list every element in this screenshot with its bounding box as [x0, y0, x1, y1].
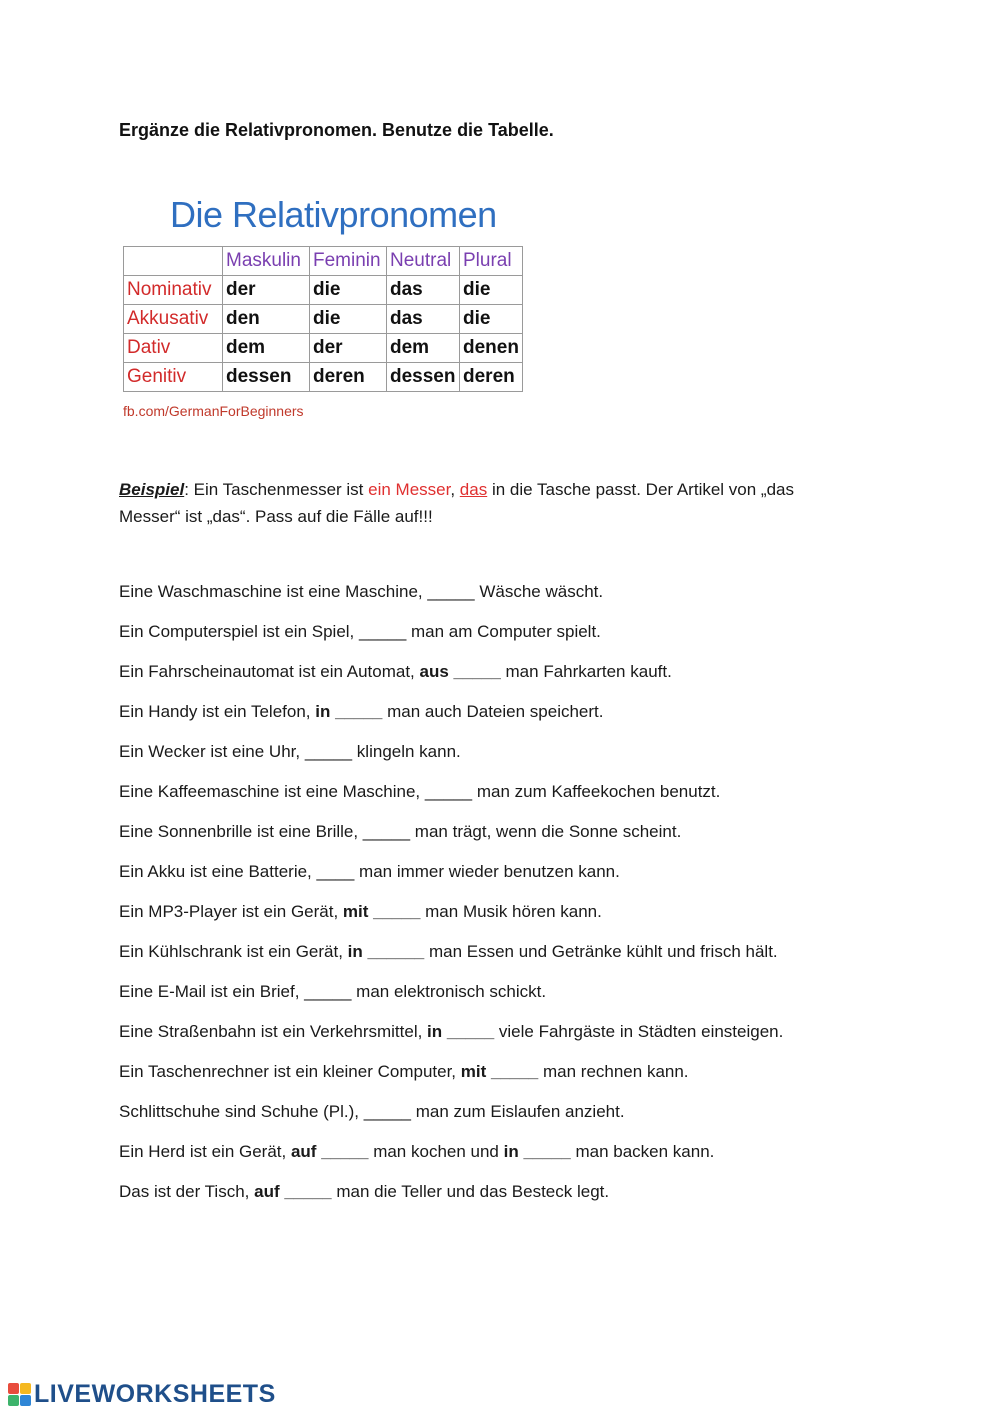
exercise-sentence: [119, 780, 879, 820]
preposition-blank: aus _____: [419, 662, 501, 681]
sentence-text: man backen kann.: [570, 1142, 715, 1161]
pronoun-cell: der: [310, 334, 387, 363]
case-label: Nominativ: [124, 276, 223, 305]
sentence-text: man Fahrkarten kauft.: [500, 662, 672, 681]
exercise-list: [119, 580, 879, 1220]
sentence-text: Eine Sonnenbrille ist eine Brille, _____ man trägt, wenn die Sonne scheint.: [119, 822, 682, 841]
instruction-heading: Ergänze die Relativpronomen. Benutze die Tabelle.: [119, 120, 554, 140]
pronoun-cell: dessen: [223, 363, 310, 392]
example-text: : Ein Taschenmesser ist: [184, 480, 369, 499]
sentence-text: Eine Straßenbahn ist ein Verkehrsmittel,: [119, 1022, 428, 1041]
relative-pronoun-table: [123, 246, 523, 392]
logo-square: [20, 1383, 31, 1394]
sentence-text: Ein Computerspiel ist ein Spiel, _____ man am Computer spielt.: [119, 622, 601, 641]
pronoun-cell: dem: [223, 334, 310, 363]
exercise-sentence: [119, 660, 879, 700]
brand-name: LIVEWORKSHEETS: [34, 1380, 276, 1408]
exercise-sentence: [119, 740, 879, 780]
sentence-text: man rechnen kann.: [538, 1062, 689, 1081]
sentence-text: Eine Waschmaschine ist eine Maschine, _____ Wäsche wäscht.: [119, 582, 604, 601]
sentence-text: Eine Kaffeemaschine ist eine Maschine, _____ man zum Kaffeekochen benutzt.: [119, 782, 721, 801]
example-text: in die Tasche passt. Der Artikel von „das Messer“ ist „das“. Pass auf die Fälle auf!!!: [119, 480, 794, 526]
pronoun-cell: den: [223, 305, 310, 334]
sentence-text: Ein Kühlschrank ist ein Gerät,: [119, 942, 348, 961]
sentence-text: Ein Akku ist eine Batterie, ____ man immer wieder benutzen kann.: [119, 862, 620, 881]
exercise-sentence: [119, 1020, 879, 1060]
pronoun-cell: die: [460, 305, 523, 334]
sentence-text: Das ist der Tisch,: [119, 1182, 255, 1201]
preposition-blank: in _____: [427, 1022, 495, 1041]
pronoun-cell: dem: [387, 334, 460, 363]
pronoun-cell: die: [460, 276, 523, 305]
preposition-blank: mit _____: [460, 1062, 539, 1081]
sentence-text: Ein MP3-Player ist ein Gerät,: [119, 902, 343, 921]
exercise-sentence: [119, 860, 879, 900]
example-text: ,: [450, 480, 460, 499]
sentence-text: Ein Taschenrechner ist ein kleiner Computer,: [119, 1062, 461, 1081]
pronoun-cell: deren: [310, 363, 387, 392]
exercise-sentence: [119, 1140, 879, 1180]
table-row-dativ: [124, 334, 523, 363]
sentence-text: viele Fahrgäste in Städten einsteigen.: [494, 1022, 784, 1041]
case-label: Dativ: [124, 334, 223, 363]
sentence-text: man die Teller und das Besteck legt.: [331, 1182, 610, 1201]
example-paragraph: [119, 476, 849, 530]
exercise-sentence: [119, 580, 879, 620]
sentence-text: man auch Dateien speichert.: [382, 702, 604, 721]
exercise-sentence: [119, 1060, 879, 1100]
exercise-sentence: [119, 940, 879, 980]
example-highlight-pronoun: das: [459, 480, 488, 499]
sentence-text: man kochen und: [368, 1142, 504, 1161]
liveworksheets-logo-icon: [8, 1383, 32, 1407]
logo-square: [20, 1395, 31, 1406]
table-header-row: [124, 247, 523, 276]
pronoun-cell: das: [387, 305, 460, 334]
table-credit: fb.com/GermanForBeginners: [123, 403, 304, 419]
table-corner-cell: [124, 247, 223, 276]
header-feminin: Feminin: [310, 247, 387, 276]
case-label: Genitiv: [124, 363, 223, 392]
table-row-akkusativ: [124, 305, 523, 334]
header-maskulin: Maskulin: [223, 247, 310, 276]
sentence-text: Schlittschuhe sind Schuhe (Pl.), _____ man zum Eislaufen anzieht.: [119, 1102, 625, 1121]
exercise-sentence: [119, 1100, 879, 1140]
preposition-blank: in ______: [347, 942, 425, 961]
sentence-text: Ein Wecker ist eine Uhr, _____ klingeln kann.: [119, 742, 461, 761]
example-highlight-noun: ein Messer: [368, 480, 451, 499]
preposition-blank: auf _____: [254, 1182, 332, 1201]
pronoun-cell: das: [387, 276, 460, 305]
header-plural: Plural: [460, 247, 523, 276]
pronoun-cell: die: [310, 305, 387, 334]
exercise-sentence: [119, 980, 879, 1020]
sentence-text: man Musik hören kann.: [420, 902, 602, 921]
sentence-text: man Essen und Getränke kühlt und frisch hält.: [424, 942, 778, 961]
sentence-text: Ein Herd ist ein Gerät,: [119, 1142, 291, 1161]
pronoun-cell: denen: [460, 334, 523, 363]
sentence-text: Ein Handy ist ein Telefon,: [119, 702, 316, 721]
case-label: Akkusativ: [124, 305, 223, 334]
pronoun-cell: der: [223, 276, 310, 305]
header-neutral: Neutral: [387, 247, 460, 276]
example-label: Beispiel: [119, 480, 185, 499]
exercise-sentence: [119, 1180, 879, 1220]
pronoun-cell: deren: [460, 363, 523, 392]
exercise-sentence: [119, 620, 879, 660]
exercise-sentence: [119, 700, 879, 740]
preposition-blank: auf _____: [290, 1142, 369, 1161]
pronoun-cell: die: [310, 276, 387, 305]
table-title: Die Relativpronomen: [170, 194, 497, 235]
preposition-blank: mit _____: [342, 902, 421, 921]
exercise-sentence: [119, 820, 879, 860]
exercise-sentence: [119, 900, 879, 940]
pronoun-cell: dessen: [387, 363, 460, 392]
logo-square: [8, 1395, 19, 1406]
table-row-nominativ: [124, 276, 523, 305]
preposition-blank: in _____: [315, 702, 383, 721]
table-row-genitiv: [124, 363, 523, 392]
sentence-text: Ein Fahrscheinautomat ist ein Automat,: [119, 662, 420, 681]
preposition-blank: in _____: [503, 1142, 571, 1161]
footer-brand: [8, 1380, 276, 1409]
logo-square: [8, 1383, 19, 1394]
sentence-text: Eine E-Mail ist ein Brief, _____ man elektronisch schickt.: [119, 982, 547, 1001]
